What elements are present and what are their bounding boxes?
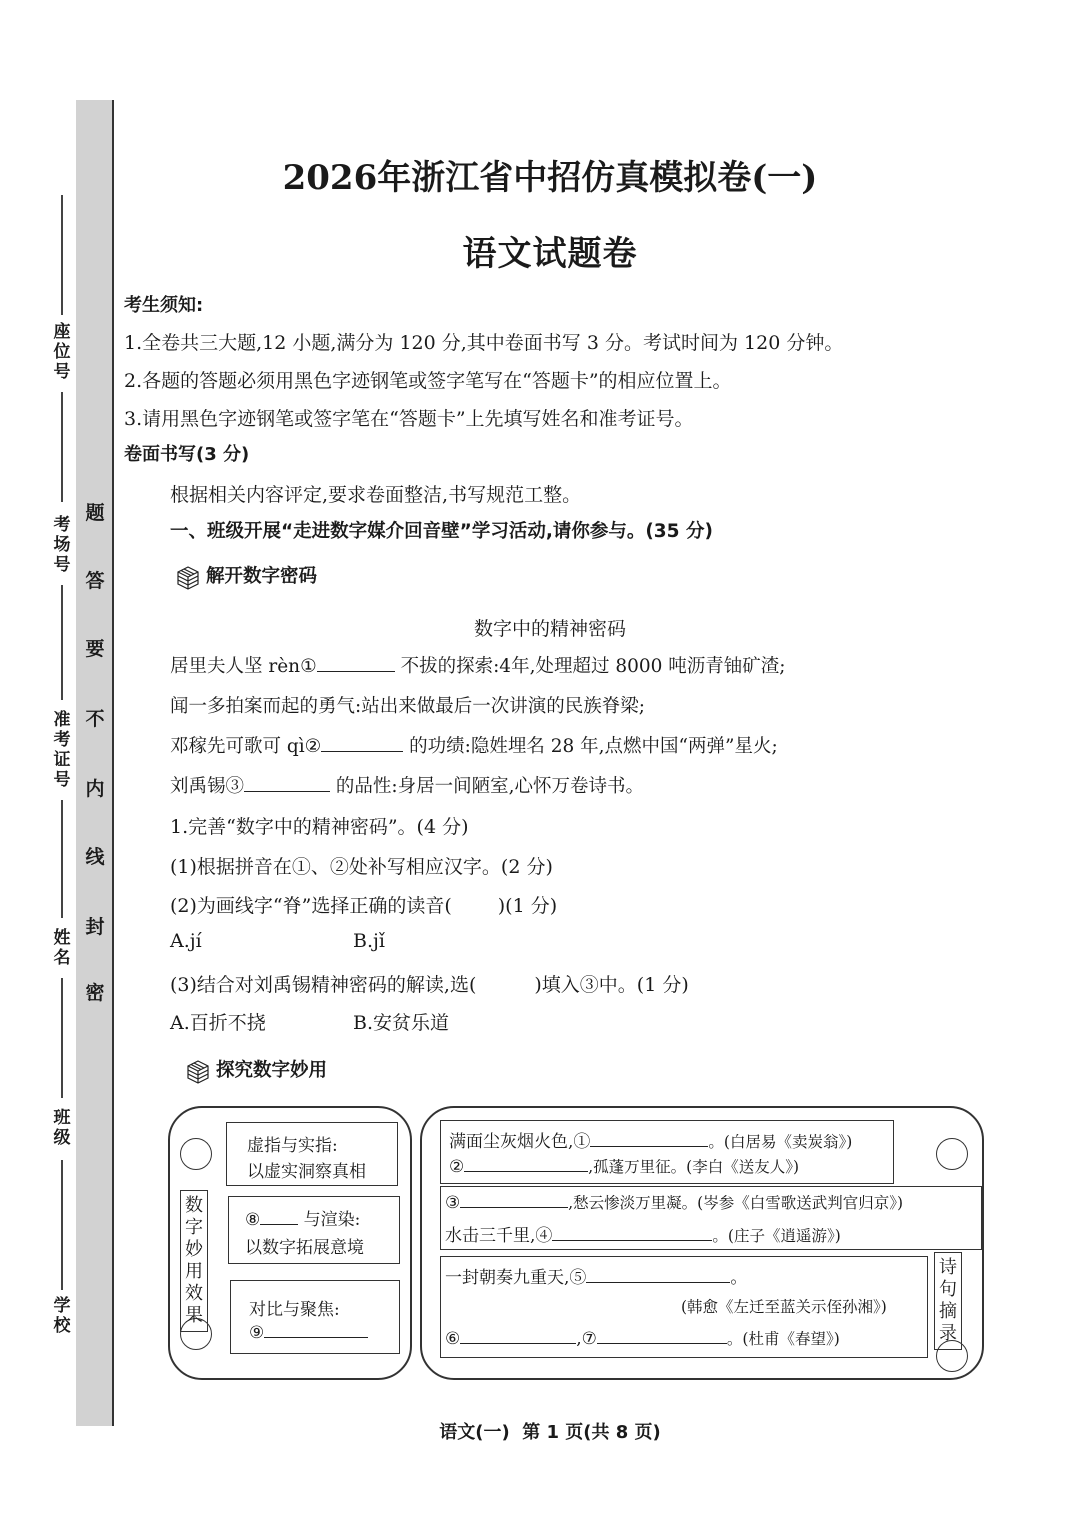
seal-char: 要 <box>85 638 105 660</box>
effect-box-text: 以数字拓展意境 <box>245 1238 364 1258</box>
poem-source: ,愁云惨淡万里凝。(岑参《白雪歌送武判官归京》) <box>568 1194 904 1212</box>
poem-source: 。(白居易《卖炭翁》) <box>708 1133 853 1151</box>
part-title-text: 探究数字妙用 <box>216 1060 328 1081</box>
answer-blank-9[interactable] <box>264 1323 368 1338</box>
decor-circle <box>180 1138 212 1170</box>
answer-blank-p2[interactable] <box>464 1157 588 1172</box>
ticket-number-label: 准考证号 <box>53 710 71 790</box>
passage-title: 数字中的精神密码 <box>473 618 626 640</box>
passage-text: 的品性:身居一间陋室,心怀万卷诗书。 <box>335 776 645 797</box>
seal-char: 不 <box>85 708 105 730</box>
exam-title: 2026年浙江省中招仿真模拟卷(一) <box>282 158 818 198</box>
passage-line-3 <box>170 732 778 758</box>
exam-subtitle: 语文试题卷 <box>462 234 638 274</box>
seal-char: 密 <box>85 982 105 1004</box>
seat-number-label: 座位号 <box>53 322 71 382</box>
poem-text: ,⑦ <box>576 1329 597 1349</box>
answer-blank-p4[interactable] <box>552 1226 712 1241</box>
poem-group-3 <box>440 1256 928 1358</box>
poem-line <box>449 1127 852 1152</box>
poem-source: 。(杜甫《春望》) <box>726 1330 840 1348</box>
passage-text: 的功绩:隐姓埋名 28 年,点燃中国“两弹”星火; <box>409 736 778 757</box>
effect-box-text: 以虚实洞察真相 <box>247 1162 366 1182</box>
handwriting-heading: 卷面书写(3 分) <box>124 444 250 465</box>
seal-char: 封 <box>85 916 105 938</box>
poem-line <box>449 1155 799 1177</box>
passage-text: 邓稼先可歌可 qì② <box>170 736 322 757</box>
passage-text: 居里夫人坚 rèn① <box>170 656 317 677</box>
poem-line <box>445 1221 841 1246</box>
poem-group-2 <box>440 1186 982 1250</box>
poem-group-1 <box>440 1120 894 1184</box>
name-line <box>61 800 63 918</box>
poem-line <box>445 1191 903 1213</box>
cube-icon <box>174 564 202 590</box>
passage-text: 不拔的探索:4年,处理超过 8000 吨沥青铀矿渣; <box>400 656 786 677</box>
poem-line <box>445 1327 840 1349</box>
answer-blank-1[interactable] <box>317 653 395 672</box>
name-label: 姓名 <box>53 928 71 968</box>
poem-text: ② <box>449 1157 465 1177</box>
question-text: (3)结合对刘禹锡精神密码的解读,选( <box>170 974 477 996</box>
answer-blank-p3[interactable] <box>460 1193 568 1208</box>
poems-label <box>934 1252 962 1350</box>
answer-blank-3[interactable] <box>244 773 330 792</box>
part-title-explore <box>184 1056 327 1084</box>
question-text: )(1 分) <box>497 895 558 917</box>
effect-box-3 <box>230 1280 400 1354</box>
question-1-3 <box>170 970 689 997</box>
seat-line <box>61 195 63 315</box>
notice-item: 2.各题的答题必须用黑色字迹钢笔或签字笔写在“答题卡”的相应位置上。 <box>124 370 732 392</box>
passage-line-4 <box>170 772 644 798</box>
poems-label-text: 诗句摘录 <box>939 1257 957 1344</box>
poem-source: ,孤蓬万里征。(李白《送友人》) <box>588 1158 800 1176</box>
decor-circle <box>936 1138 968 1170</box>
poem-text: 一封朝奏九重天,⑤ <box>445 1268 587 1288</box>
effects-label <box>180 1190 208 1332</box>
passage-line-1 <box>170 652 786 678</box>
class-line <box>61 978 63 1098</box>
question-1-2 <box>170 891 557 918</box>
effect-box-text <box>245 1205 360 1230</box>
notice-item: 1.全卷共三大题,12 小题,满分为 120 分,其中卷面书写 3 分。考试时间为 120 分钟。 <box>124 332 844 354</box>
passage-line-2: 闻一多拍案而起的勇气:站出来做最后一次讲演的民族脊梁; <box>170 696 645 717</box>
answer-blank-p6[interactable] <box>460 1329 576 1344</box>
poem-text: ③ <box>445 1193 461 1213</box>
cube-icon <box>184 1058 212 1084</box>
page-footer: 语文(一) 第 1 页(共 8 页) <box>439 1422 661 1443</box>
question-1-1: (1)根据拼音在①、②处补写相应汉字。(2 分) <box>170 856 553 878</box>
effect-box-1 <box>226 1122 398 1186</box>
seal-char: 题 <box>85 502 105 524</box>
blank-label: ⑨ <box>249 1323 265 1343</box>
exam-room-label: 考场号 <box>53 515 71 575</box>
notice-heading: 考生须知: <box>124 295 204 316</box>
school-line <box>61 1160 63 1290</box>
blank-label: ⑧ <box>245 1210 261 1230</box>
option-a-ji2: A.jí <box>170 930 202 952</box>
poem-source: (韩愈《左迁至蓝关示侄孙湘》) <box>681 1298 887 1316</box>
poem-text: 。 <box>730 1268 748 1288</box>
passage-text: 刘禹锡③ <box>170 776 245 797</box>
seal-line <box>112 100 114 1426</box>
seal-char: 答 <box>85 570 105 592</box>
ticket-line <box>61 585 63 700</box>
option-b-ji3: B.jǐ <box>353 930 385 952</box>
school-label: 学校 <box>53 1296 71 1336</box>
handwriting-text: 根据相关内容评定,要求卷面整洁,书写规范工整。 <box>170 484 582 506</box>
poem-source: 。(庄子《逍遥游》) <box>712 1227 841 1245</box>
seal-strip <box>76 100 114 1426</box>
seal-char: 内 <box>85 778 105 800</box>
section-heading: 一、班级开展“走进数字媒介回音壁”学习活动,请你参与。(35 分) <box>170 521 713 542</box>
option-a: A.百折不挠 <box>170 1012 266 1034</box>
effect-box-text: 虚指与实指: <box>247 1136 338 1156</box>
option-b: B.安贫乐道 <box>353 1012 450 1034</box>
question-text: )填入③中。(1 分) <box>534 974 689 996</box>
effect-box-text: 与渲染: <box>303 1210 361 1230</box>
part-title-text: 解开数字密码 <box>206 566 318 587</box>
answer-blank-p5[interactable] <box>586 1268 730 1283</box>
effect-box-2 <box>228 1196 400 1264</box>
room-line <box>61 392 63 502</box>
answer-blank-p7[interactable] <box>597 1329 727 1344</box>
poem-line <box>445 1263 747 1288</box>
poem-text: ⑥ <box>445 1329 461 1349</box>
answer-blank-2[interactable] <box>321 733 403 752</box>
effect-box-text: 对比与聚焦: <box>249 1300 340 1320</box>
class-label: 班级 <box>53 1108 71 1148</box>
answer-blank-p1[interactable] <box>590 1132 708 1147</box>
poem-text: 水击三千里,④ <box>445 1226 553 1246</box>
question-1: 1.完善“数字中的精神密码”。(4 分) <box>170 816 469 838</box>
poem-text: 满面尘灰烟火色,① <box>449 1132 591 1152</box>
effects-label-text: 数字妙用效果 <box>185 1195 203 1326</box>
answer-blank-8[interactable] <box>260 1210 298 1225</box>
effect-box-text <box>249 1323 368 1343</box>
question-text: (2)为画线字“脊”选择正确的读音( <box>170 895 452 917</box>
part-title-decode <box>174 562 317 590</box>
notice-item: 3.请用黑色字迹钢笔或签字笔在“答题卡”上先填写姓名和准考证号。 <box>124 408 694 430</box>
seal-char: 线 <box>85 846 105 868</box>
